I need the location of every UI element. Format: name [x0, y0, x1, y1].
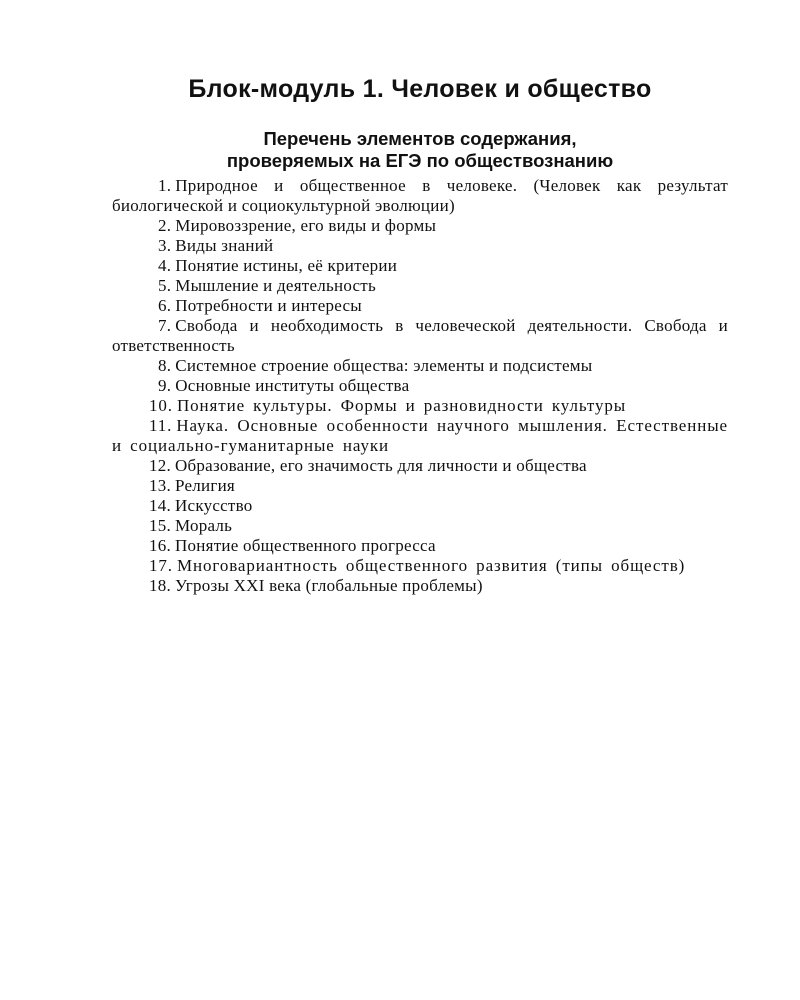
list-item — [112, 276, 728, 296]
item-text: Мышление и деятельность — [175, 276, 376, 295]
item-number: 18. — [149, 576, 171, 595]
item-number: 2. — [158, 216, 172, 235]
item-text: Религия — [175, 476, 235, 495]
item-number: 10. — [149, 396, 173, 415]
item-number: 16. — [149, 536, 171, 555]
list-item — [112, 396, 728, 416]
item-number: 17. — [149, 556, 173, 575]
item-number: 5. — [158, 276, 172, 295]
item-number: 3. — [158, 236, 172, 255]
list-item — [112, 216, 728, 236]
list-item — [112, 576, 728, 596]
item-number: 1. — [158, 176, 172, 195]
section-subtitle — [112, 128, 728, 172]
document-page — [112, 72, 728, 596]
item-number: 8. — [158, 356, 172, 375]
item-number: 12. — [149, 456, 171, 475]
list-item — [112, 516, 728, 536]
item-text: Основные институты общества — [175, 376, 410, 395]
item-text: Мораль — [175, 516, 233, 535]
item-text: Понятие культуры. Формы и разновидности культуры — [176, 396, 627, 415]
item-text: Природное и общественное в человеке. (Человек как результат биологической и социокультурной эволюции) — [112, 176, 728, 215]
item-text: Мировоззрение, его виды и формы — [175, 216, 437, 235]
item-text: Свобода и необходимость в человеческой деятельности. Свобода и ответственность — [112, 316, 728, 355]
item-text: Потребности и интересы — [175, 296, 362, 315]
item-text: Понятие общественного прогресса — [175, 536, 436, 555]
item-number: 13. — [149, 476, 171, 495]
list-item — [112, 536, 728, 556]
item-text: Понятие истины, её критерии — [175, 256, 398, 275]
item-text: Образование, его значимость для личности и общества — [175, 456, 587, 475]
item-number: 6. — [158, 296, 172, 315]
item-number: 4. — [158, 256, 172, 275]
item-text: Искусство — [175, 496, 253, 515]
list-item — [112, 236, 728, 256]
item-number: 7. — [158, 316, 172, 335]
item-number: 15. — [149, 516, 171, 535]
list-item — [112, 356, 728, 376]
list-item — [112, 416, 728, 456]
item-text: Угрозы XXI века (глобальные проблемы) — [175, 576, 483, 595]
list-item — [112, 496, 728, 516]
item-text: Многовариантность общественного развития (типы обществ) — [176, 556, 686, 575]
item-text: Наука. Основные особенности научного мышления. Естественные и социально-гуманитарные науки — [112, 416, 728, 455]
page-title: Блок-модуль 1. Человек и общество — [188, 75, 652, 103]
subtitle-line-2: проверяемых на ЕГЭ по обществознанию — [226, 150, 614, 171]
item-text: Виды знаний — [175, 236, 274, 255]
list-item — [112, 376, 728, 396]
item-number: 9. — [158, 376, 172, 395]
list-item — [112, 256, 728, 276]
list-item — [112, 316, 728, 356]
list-item — [112, 296, 728, 316]
list-item — [112, 456, 728, 476]
list-item — [112, 556, 728, 576]
subtitle-line-1: Перечень элементов содержания, — [263, 128, 577, 149]
item-number: 11. — [149, 416, 173, 435]
content-elements-list — [112, 176, 728, 596]
list-item — [112, 176, 728, 216]
list-item — [112, 476, 728, 496]
item-text: Системное строение общества: элементы и подсистемы — [175, 356, 593, 375]
item-number: 14. — [149, 496, 171, 515]
